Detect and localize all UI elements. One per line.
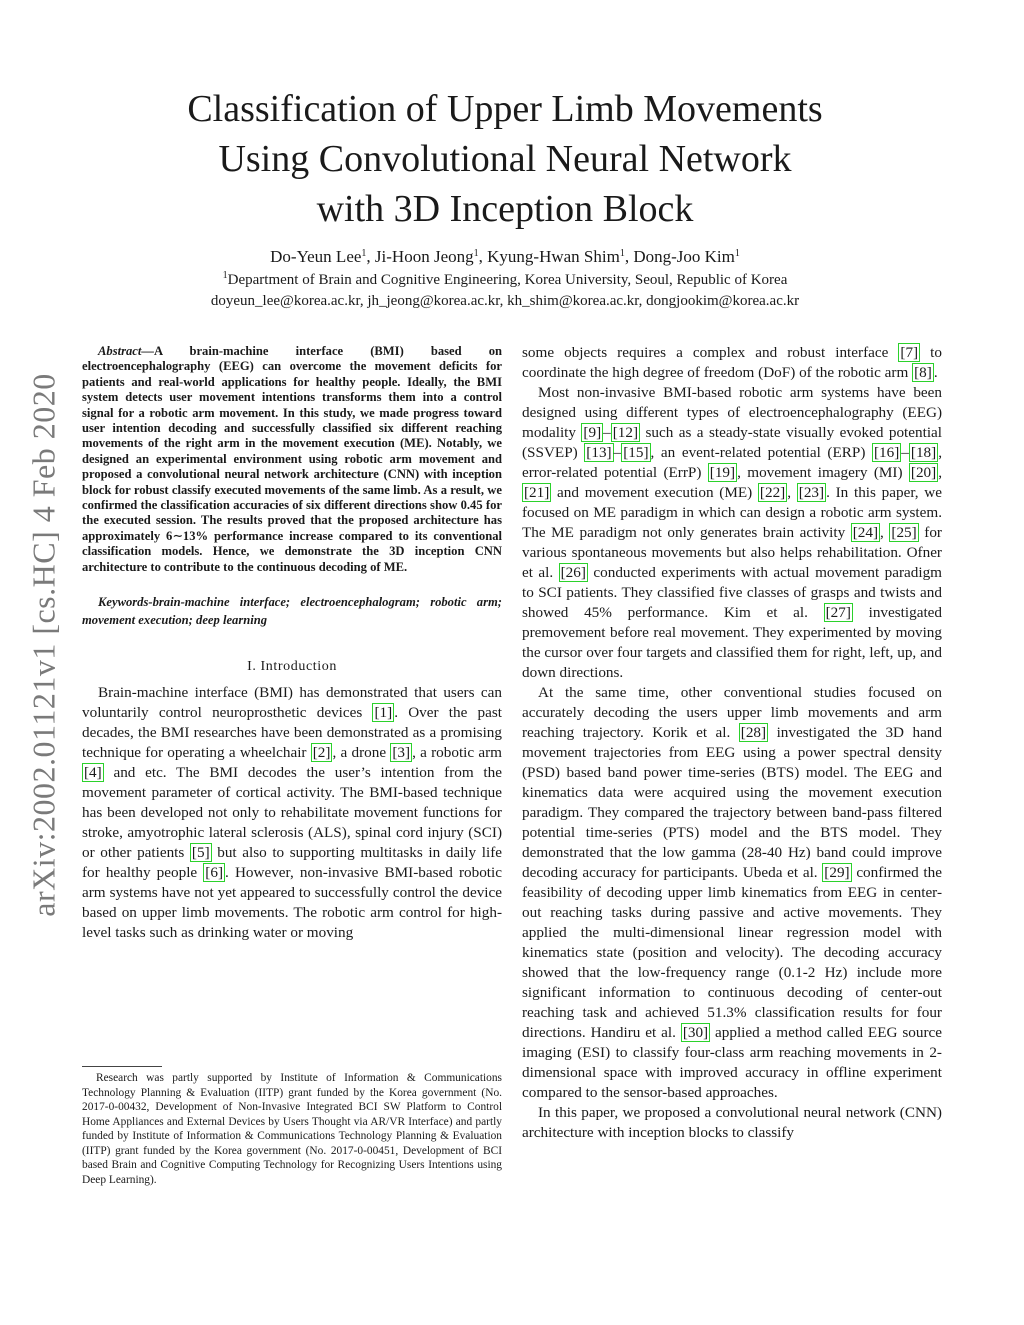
paragraph-text: and etc. The BMI decodes the user’s intention from the movement parameter of cortical activity. The BMI-based technique has been developed not only to rehabilitate movement functions for stroke, amyotrophic lateral sclerosis (ALS), spinal cord injury (SCI) or other patients <box>82 764 502 862</box>
abstract: Abstract—A brain-machine interface (BMI) based on electroencephalography (EEG) can overcome the movement deficits for patients and real-world applications for healthy people. Ideally, the BMI system detects user movement intentions transforms them into a control signal for a robotic arm movement. In this study, we made progress toward user intention decoding and successfully classified six different reaching movements of the right arm in the movement execution (ME). Notably, we designed an experimental environment using robotic arm movement and proposed a convolutional neural network architecture (CNN) with inception block for robust classify executed movements of the same limb. As a result, we confirmed the classification accuracies of six different directions show 0.45 for the executed session. The results proved that the proposed architecture has approximately 6∼13% performance increase compared to its conventional classification models. Hence, we demonstrate the 3D inception CNN architecture to contribute to the continuous decoding of ME. <box>82 344 502 574</box>
citation-link[interactable]: [15] <box>623 444 649 461</box>
affiliation-mark: 1 <box>222 270 228 281</box>
paragraph-text: – <box>901 444 909 461</box>
paragraph-text: , movement imagery (MI) <box>737 464 909 481</box>
citation-link[interactable]: [16] <box>873 444 900 461</box>
paragraph-text: . <box>933 364 938 381</box>
citation-link[interactable]: [19] <box>709 464 736 481</box>
right-column <box>522 343 942 1143</box>
paragraph-text: investigated premovement before real movement. They experimented by moving the cursor over four targets and classified them for right, left, up, and down directions. <box>522 604 942 681</box>
keywords: Keywords-brain-machine interface; electroencephalogram; robotic arm; movement execution; deep learning <box>82 595 502 628</box>
introduction-body-left <box>82 683 502 943</box>
body-paragraph <box>522 383 942 683</box>
paragraph-text: some objects requires a complex and robust interface <box>522 344 899 361</box>
abstract-label: Abstract <box>98 344 142 358</box>
citation-link[interactable]: [8] <box>914 364 932 381</box>
citation-link[interactable]: [23] <box>798 484 825 501</box>
paragraph-text: for various spontaneous movements but also helps rehabilitation. Ofner et al. <box>522 524 942 581</box>
footnote-rule <box>82 1066 162 1067</box>
author-affiliation-mark: 1 <box>473 248 479 259</box>
paper-title <box>80 84 930 234</box>
citation-link[interactable]: [25] <box>891 524 917 541</box>
affiliation-text: Department of Brain and Cognitive Engineering, Korea University, Seoul, Republic of Korea <box>227 272 788 288</box>
body-paragraph <box>522 1103 942 1143</box>
citation-link[interactable]: [2] <box>312 744 331 762</box>
arxiv-identifier-stamp <box>14 360 74 930</box>
citation-link[interactable]: [13] <box>586 444 612 461</box>
citation-link[interactable]: [20] <box>910 464 937 481</box>
citation-link[interactable]: [1] <box>374 704 393 722</box>
author-affiliation-mark: 1 <box>619 248 625 259</box>
paragraph-text: confirmed the feasibility of decoding upper limb kinematics from EEG in center-out reaching tasks during passive and active movements. They applied the multi-dimensional linear regression model with kinematics state (position and velocity). The decoding accuracy showed that the low-frequency range (0.1-2 Hz) include more significant information to continuous decoding of center-out reaching task and achieved 51.3% classification results for four directions. Handiru et al. <box>522 864 942 1041</box>
citation-link[interactable]: [9] <box>583 424 602 441</box>
paragraph-text: , a robotic arm <box>412 744 502 762</box>
body-paragraph <box>522 343 942 383</box>
citation-link[interactable]: [26] <box>560 564 586 581</box>
paragraph-text: , a drone <box>332 744 391 762</box>
citation-link[interactable]: [12] <box>612 424 639 441</box>
citation-link[interactable]: [24] <box>852 524 879 541</box>
citation-link[interactable]: [28] <box>740 724 767 741</box>
title-line: Using Convolutional Neural Network <box>218 138 792 180</box>
paragraph-text: such as a steady-state visually evoked potential (SSVEP) <box>522 424 942 461</box>
section-heading-introduction: I. Introduction <box>247 659 337 675</box>
body-paragraph <box>82 683 502 943</box>
citation-link[interactable]: [29] <box>824 864 850 881</box>
funding-footnote <box>82 1066 502 1187</box>
paragraph-text: , <box>787 484 797 501</box>
arxiv-id-text: arXiv:2002.01121v1 [cs.HC] 4 Feb 2020 <box>25 373 62 917</box>
citation-link[interactable]: [21] <box>524 484 550 501</box>
affiliation <box>80 270 930 290</box>
paragraph-text: conducted experiments with actual movement paradigm to SCI patients. They classified five classes of grasps and twists and showed 45% performance. Kim et al. <box>522 564 942 621</box>
paragraph-text: In this paper, we proposed a convolutional neural network (CNN) architecture with inception blocks to classify <box>522 1104 942 1141</box>
author-affiliation-mark: 1 <box>734 248 740 259</box>
citation-link[interactable]: [27] <box>825 604 851 621</box>
citation-link[interactable]: [3] <box>392 744 411 762</box>
left-column <box>82 344 502 943</box>
body-paragraph <box>522 683 942 1103</box>
citation-link[interactable]: [5] <box>191 844 210 862</box>
paragraph-text: , <box>880 524 890 541</box>
paragraph-text: to coordinate the high degree of freedom (DoF) of the robotic arm <box>522 344 942 381</box>
paragraph-text: . In this paper, we focused on ME paradigm in which can design a robotic arm system. The ME paradigm not only generates brain activity <box>522 484 942 541</box>
citation-link[interactable]: [4] <box>84 764 102 782</box>
author-name: Dong-Joo Kim <box>633 247 735 266</box>
introduction-body-right <box>522 343 942 1143</box>
paragraph-text: but also to supporting multitasks in daily life for healthy people <box>82 844 502 882</box>
author-name: Kyung-Hwan Shim <box>487 247 620 266</box>
paragraph-text: . Over the past decades, the BMI researches have been demonstrated as a promising technique for operating a wheelchair <box>82 704 502 762</box>
author-list: Do-Yeun Lee$^1$, Ji-Hoon Jeong$^1$, Kyung-Hwan Shim$^1$, Dong-Joo Kim$^1$ <box>270 247 740 266</box>
paragraph-text: Brain-machine interface (BMI) has demonstrated that users can voluntarily control neuroprosthetic devices <box>82 684 502 722</box>
paragraph-text: At the same time, other conventional studies focused on accurately decoding the users upper limb movements and arm reaching trajectory. Korik et al. <box>522 684 942 741</box>
title-line: Classification of Upper Limb Movements <box>187 88 823 130</box>
author-emails: doyeun_lee@korea.ac.kr, jh_jeong@korea.ac.kr, kh_shim@korea.ac.kr, dongjookim@korea.ac.kr <box>210 293 800 309</box>
citation-link[interactable]: [30] <box>682 1024 709 1041</box>
abstract-text: A brain-machine interface (BMI) based on electroencephalography (EEG) can overcome the movement deficits for patients and real-world applications for healthy people. Ideally, the BMI system detects user movement intentions transforms them into a control signal for a robotic arm movement. In this study, we made progress toward user intention decoding and successfully classified six different reaching movements of the right arm in the movement execution (ME). Notably, we designed an experimental environment using robotic arm movement and proposed a convolutional neural network architecture (CNN) with inception block for robust classify executed movements of the same limb. As a result, we confirmed the classification accuracies of six different directions show 0.45 for the executed session. The results proved that the proposed architecture has approximately 6∼13% performance increase compared to its conventional classification models. Hence, we demonstrate the 3D inception CNN architecture to contribute to the continuous decoding of ME. <box>82 344 502 574</box>
paragraph-text: investigated the 3D hand movement trajectories from EEG using a power spectral density (PSD) based band power time-series (BTS) model. The EEG and kinematics data were acquired using the movement execution paradigm. They compared the trajectory between band-pass filtered potential time-series (PTS) model and the BTS model. They demonstrated that the low gamma (28-40 Hz) band could improve decoding accuracy for participants. Ubeda et al. <box>522 724 942 881</box>
author-affiliation-mark: 1 <box>361 248 367 259</box>
author-name: Do-Yeun Lee <box>270 247 362 266</box>
paragraph-text: , an event-related potential (ERP) <box>650 444 872 461</box>
paragraph-text: , error-related potential (ErrP) <box>522 444 942 481</box>
citation-link[interactable]: [18] <box>910 444 937 461</box>
paragraph-text: . However, non-invasive BMI-based robotic arm systems have not yet appeared to successfully control the device based on upper limb movements. The robotic arm control for high-level tasks such as drinking water or moving <box>82 864 502 942</box>
paragraph-text: and movement execution (ME) <box>551 484 758 501</box>
citation-link[interactable]: [7] <box>900 344 919 361</box>
paragraph-text: – <box>603 424 611 441</box>
paragraph-text: Most non-invasive BMI-based robotic arm systems have been designed using different types of electroencephalography (EEG) modality <box>522 384 942 441</box>
paragraph-text: – <box>613 444 622 461</box>
footnote-text: Research was partly supported by Institute of Information & Communications Technology Planning & Evaluation (IITP) grant funded by the Korea government (No. 2017-0-00432, Development of Non-Invasive Integrated BCI SW Platform to Control Home Appliances and External Devices by Users Thought via AR/VR Interface) and partly funded by Institute of Information & Communications Technology Planning & Evaluation (IITP) grant funded by the Korea government (No. 2017-0-00451, Development of BCI based Brain and Cognitive Computing Technology for Recognizing Users Intentions using Deep Learning). <box>82 1072 502 1186</box>
paragraph-text: applied a method called EEG source imaging (ESI) to classify four-class arm reaching movements in 2-dimensional space with improved accuracy in offline experiment compared to the sensor-based approaches. <box>522 1024 942 1101</box>
citation-link[interactable]: [6] <box>205 864 224 882</box>
citation-link[interactable]: [22] <box>759 484 786 501</box>
paragraph-text: , <box>938 464 943 481</box>
title-line: with 3D Inception Block <box>316 188 694 230</box>
author-name: Ji-Hoon Jeong <box>374 247 474 266</box>
